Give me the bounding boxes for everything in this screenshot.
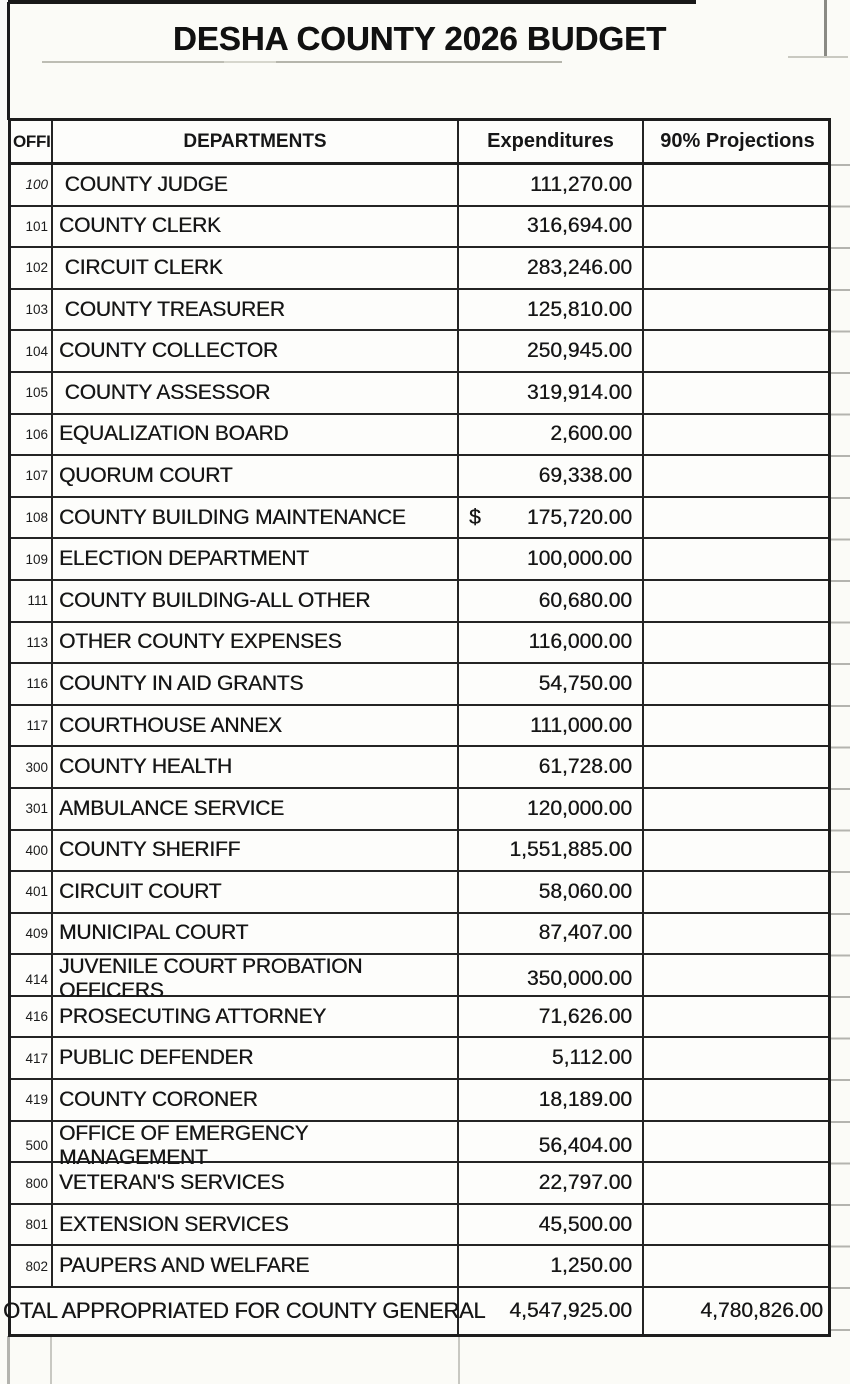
office-number-cell: 106 [11,415,53,455]
office-number-cell: 103 [11,290,53,330]
table-row [11,498,828,540]
department-cell: OFFICE OF EMERGENCY MANAGEMENT [53,1122,459,1170]
projection-cell [644,1246,831,1286]
table-row [11,415,828,457]
office-number-cell: 419 [11,1080,53,1120]
department-cell: COUNTY TREASURER [53,290,459,330]
table-header-row [11,121,828,165]
expenditure-cell: 100,000.00 [459,539,644,579]
total-row [3,1288,828,1334]
expenditure-cell: 71,626.00 [459,997,644,1037]
projection-cell [644,623,831,663]
office-number-cell: 113 [11,623,53,663]
department-cell: PROSECUTING ATTORNEY [53,997,459,1037]
department-cell: JUVENILE COURT PROBATION OFFICERS [53,955,459,1003]
projection-cell [644,165,831,205]
projection-cell [644,706,831,746]
table-row [11,1121,828,1169]
office-number-cell: 101 [11,207,53,247]
office-number-cell: 400 [11,831,53,871]
department-cell: COUNTY BUILDING MAINTENANCE [53,498,459,538]
column-header-office: OFFI [11,121,53,162]
expenditure-cell: 350,000.00 [459,955,644,1003]
table-row [11,872,828,914]
projection-cell [644,290,831,330]
department-cell: QUORUM COURT [53,456,459,496]
office-number-cell: 107 [11,456,53,496]
department-cell: COUNTY ASSESSOR [53,373,459,413]
expenditure-cell: 1,551,885.00 [459,831,644,871]
column-header-expenditures: Expenditures [459,121,644,162]
department-cell: OTHER COUNTY EXPENSES [53,623,459,663]
projection-cell [644,789,831,829]
expenditure-cell: 5,112.00 [459,1038,644,1078]
table-row [11,1246,828,1288]
department-cell: COUNTY BUILDING-ALL OTHER [53,581,459,621]
column-header-projections: 90% Projections [660,130,815,152]
projection-cell [644,1205,831,1245]
office-number-cell: 116 [11,664,53,704]
expenditure-cell: 283,246.00 [459,248,644,288]
department-cell: CIRCUIT CLERK [53,248,459,288]
projection-cell [644,248,831,288]
department-cell: COUNTY COLLECTOR [53,331,459,371]
expenditure-cell: 111,000.00 [459,706,644,746]
table-row [11,623,828,665]
office-number-cell: 414 [11,955,53,1003]
expenditure-cell: 120,000.00 [459,789,644,829]
table-row [11,831,828,873]
expenditure-cell: 125,810.00 [459,290,644,330]
department-cell: PUBLIC DEFENDER [53,1038,459,1078]
department-cell: COUNTY SHERIFF [53,831,459,871]
scan-top-edge-line [8,0,696,4]
table-row [11,581,828,623]
table-row [11,664,828,706]
projection-cell [644,1163,831,1203]
office-number-cell: 802 [11,1246,53,1286]
expenditure-cell: 116,000.00 [459,623,644,663]
table-row [11,1205,828,1247]
office-number-cell: 409 [11,914,53,954]
table-row [11,290,828,332]
department-cell: AMBULANCE SERVICE [53,789,459,829]
projection-cell [644,415,831,455]
table-row [11,373,828,415]
expenditure-cell: 61,728.00 [459,747,644,787]
page-title: DESHA COUNTY 2026 BUDGET [172,20,667,57]
scan-below-left-line [7,1336,10,1384]
table-body [11,165,828,1288]
projection-cell [644,373,831,413]
projection-cell [644,997,831,1037]
currency-symbol: $ [469,505,481,529]
expenditure-cell: 250,945.00 [459,331,644,371]
department-cell: CIRCUIT COURT [53,872,459,912]
projection-cell [644,914,831,954]
department-cell: COUNTY HEALTH [53,747,459,787]
projection-cell [644,498,831,538]
scan-below-stub-department [458,1336,460,1384]
total-expenditures-cell: 4,547,925.00 [459,1288,644,1334]
total-label-cell [3,1288,486,1334]
table-row [11,914,828,956]
expenditure-cell: 22,797.00 [459,1163,644,1203]
total-projections-cell: 4,780,826.00 [700,1299,823,1323]
table-row [11,955,828,1003]
department-cell: PAUPERS AND WELFARE [53,1246,459,1286]
department-cell: EXTENSION SERVICES [53,1205,459,1245]
office-number-cell: 108 [11,498,53,538]
table-row [11,165,828,207]
table-row [11,456,828,498]
table-row [11,1080,828,1122]
department-cell: ELECTION DEPARTMENT [53,539,459,579]
table-row [11,331,828,373]
expenditure-cell: 87,407.00 [459,914,644,954]
table-row [11,207,828,249]
scan-right-row-stubs [831,164,850,1334]
expenditure-cell: 2,600.00 [459,415,644,455]
projection-cell [644,831,831,871]
table-row [11,747,828,789]
department-cell: COUNTY JUDGE [53,165,459,205]
table-row [11,248,828,290]
department-cell: COUNTY CLERK [53,207,459,247]
table-row [11,1038,828,1080]
department-cell: COURTHOUSE ANNEX [53,706,459,746]
projection-cell [644,456,831,496]
expenditure-cell: 56,404.00 [459,1122,644,1170]
office-number-cell: 109 [11,539,53,579]
expenditure-cell: 18,189.00 [459,1080,644,1120]
projection-cell [644,872,831,912]
expenditure-cell: 316,694.00 [459,207,644,247]
expenditure-cell: 319,914.00 [459,373,644,413]
department-cell: EQUALIZATION BOARD [53,415,459,455]
office-number-cell: 104 [11,331,53,371]
expenditure-cell: 54,750.00 [459,664,644,704]
projection-cell [644,1080,831,1120]
office-number-cell: 801 [11,1205,53,1245]
projection-cell [644,664,831,704]
expenditure-cell: 45,500.00 [459,1205,644,1245]
office-number-cell: 100 [11,165,53,205]
projection-cell [644,1038,831,1078]
office-number-cell: 102 [11,248,53,288]
expenditure-cell: 111,270.00 [459,165,644,205]
department-cell: COUNTY CORONER [53,1080,459,1120]
office-number-cell: 417 [11,1038,53,1078]
projection-cell [644,207,831,247]
budget-table [3,118,831,1337]
department-cell: COUNTY IN AID GRANTS [53,664,459,704]
office-number-cell: 301 [11,789,53,829]
column-header-departments: DEPARTMENTS [53,121,459,162]
expenditure-cell: 58,060.00 [459,872,644,912]
projection-cell [644,581,831,621]
total-label: OTAL APPROPRIATED FOR COUNTY GENERAL [3,1298,486,1324]
department-cell: VETERAN'S SERVICES [53,1163,459,1203]
table-row [11,1163,828,1205]
department-cell: MUNICIPAL COURT [53,914,459,954]
title-underline-artifact [42,61,562,63]
expenditure-cell: 69,338.00 [459,456,644,496]
office-number-cell: 111 [11,581,53,621]
table-row [11,789,828,831]
office-number-cell: 117 [11,706,53,746]
expenditure-amount: 175,720.00 [526,505,632,529]
office-number-cell: 416 [11,997,53,1037]
projection-cell [644,747,831,787]
office-number-cell: 401 [11,872,53,912]
expenditure-cell [459,498,644,538]
scan-below-stub-office [50,1336,52,1384]
table-row [11,539,828,581]
office-number-cell: 105 [11,373,53,413]
office-number-cell: 300 [11,747,53,787]
expenditure-cell: 60,680.00 [459,581,644,621]
projection-cell [644,539,831,579]
table-row [11,997,828,1039]
table-row [11,706,828,748]
office-number-cell: 800 [11,1163,53,1203]
expenditure-cell: 1,250.00 [459,1246,644,1286]
office-number-cell: 500 [11,1122,53,1170]
projection-cell [644,331,831,371]
